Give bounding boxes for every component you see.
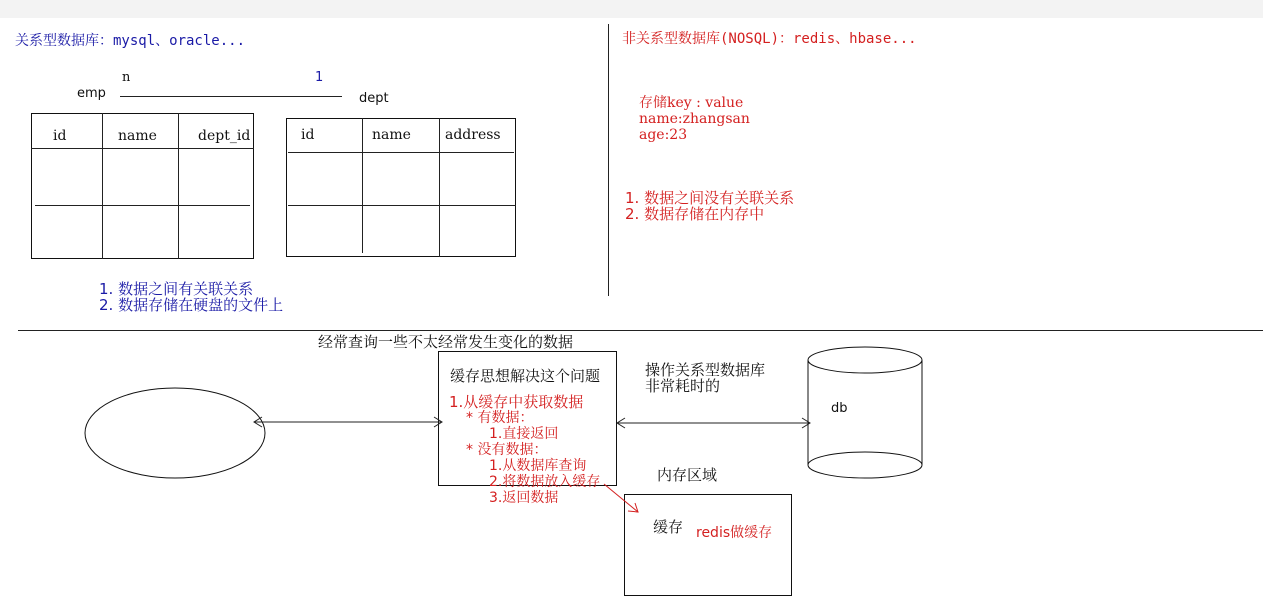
cache-step-has-data: * 有数据： [466, 410, 534, 426]
top-caption: 经常查询一些不太经常发生变化的数据 [318, 333, 574, 351]
cache-step-return-data: 3.返回数据 [489, 490, 559, 506]
relational-note-1: 1. 数据之间有关联关系 [99, 280, 254, 298]
db-cylinder-top [808, 347, 922, 373]
db-label: db [831, 401, 848, 416]
cache-step-no-data: * 没有数据： [466, 442, 548, 458]
cache-idea-title: 缓存思想解决这个问题 [450, 367, 601, 385]
cache-label: 缓存 [653, 518, 684, 536]
dept-col-name: name [372, 127, 411, 143]
nosql-note-1: 1. 数据之间没有关联关系 [625, 189, 795, 207]
dept-table-label: dept [359, 91, 389, 106]
cache-step-query-db: 1.从数据库查询 [489, 458, 587, 474]
cache-step-1: 1.从缓存中获取数据 [449, 393, 584, 411]
nosql-note-2: 2. 数据存储在内存中 [625, 205, 765, 223]
relational-note-2: 2. 数据存储在硬盘的文件上 [99, 296, 284, 314]
memory-area-label: 内存区域 [657, 466, 718, 484]
db-note-1: 操作关系型数据库 [645, 361, 766, 379]
dept-col-address: address [445, 127, 501, 143]
kv-line-2: name:zhangsan [639, 111, 750, 127]
dept-col-id: id [301, 127, 315, 143]
relation-n-label: n [122, 70, 131, 85]
client-ellipse [85, 388, 265, 478]
emp-col-dept-id: dept_id [198, 128, 251, 144]
relational-db-title: 关系型数据库：mysql、oracle... [15, 33, 246, 49]
relation-1-label: 1 [315, 70, 324, 85]
db-note-2: 非常耗时的 [645, 377, 721, 395]
emp-col-name: name [118, 128, 157, 144]
emp-col-id: id [53, 128, 67, 144]
nosql-title: 非关系型数据库(NOSQL)：redis、hbase... [622, 31, 917, 47]
kv-line-1: 存储key : value [639, 95, 744, 111]
cache-step-put-cache: 2.将数据放入缓存 [489, 474, 601, 490]
redis-cache-label: redis做缓存 [696, 525, 773, 541]
cache-pointer-arrow [604, 484, 638, 512]
db-cylinder-bottom [808, 452, 922, 478]
cache-step-return: 1.直接返回 [489, 426, 559, 442]
kv-line-3: age:23 [639, 127, 688, 143]
emp-table-label: emp [77, 86, 106, 101]
